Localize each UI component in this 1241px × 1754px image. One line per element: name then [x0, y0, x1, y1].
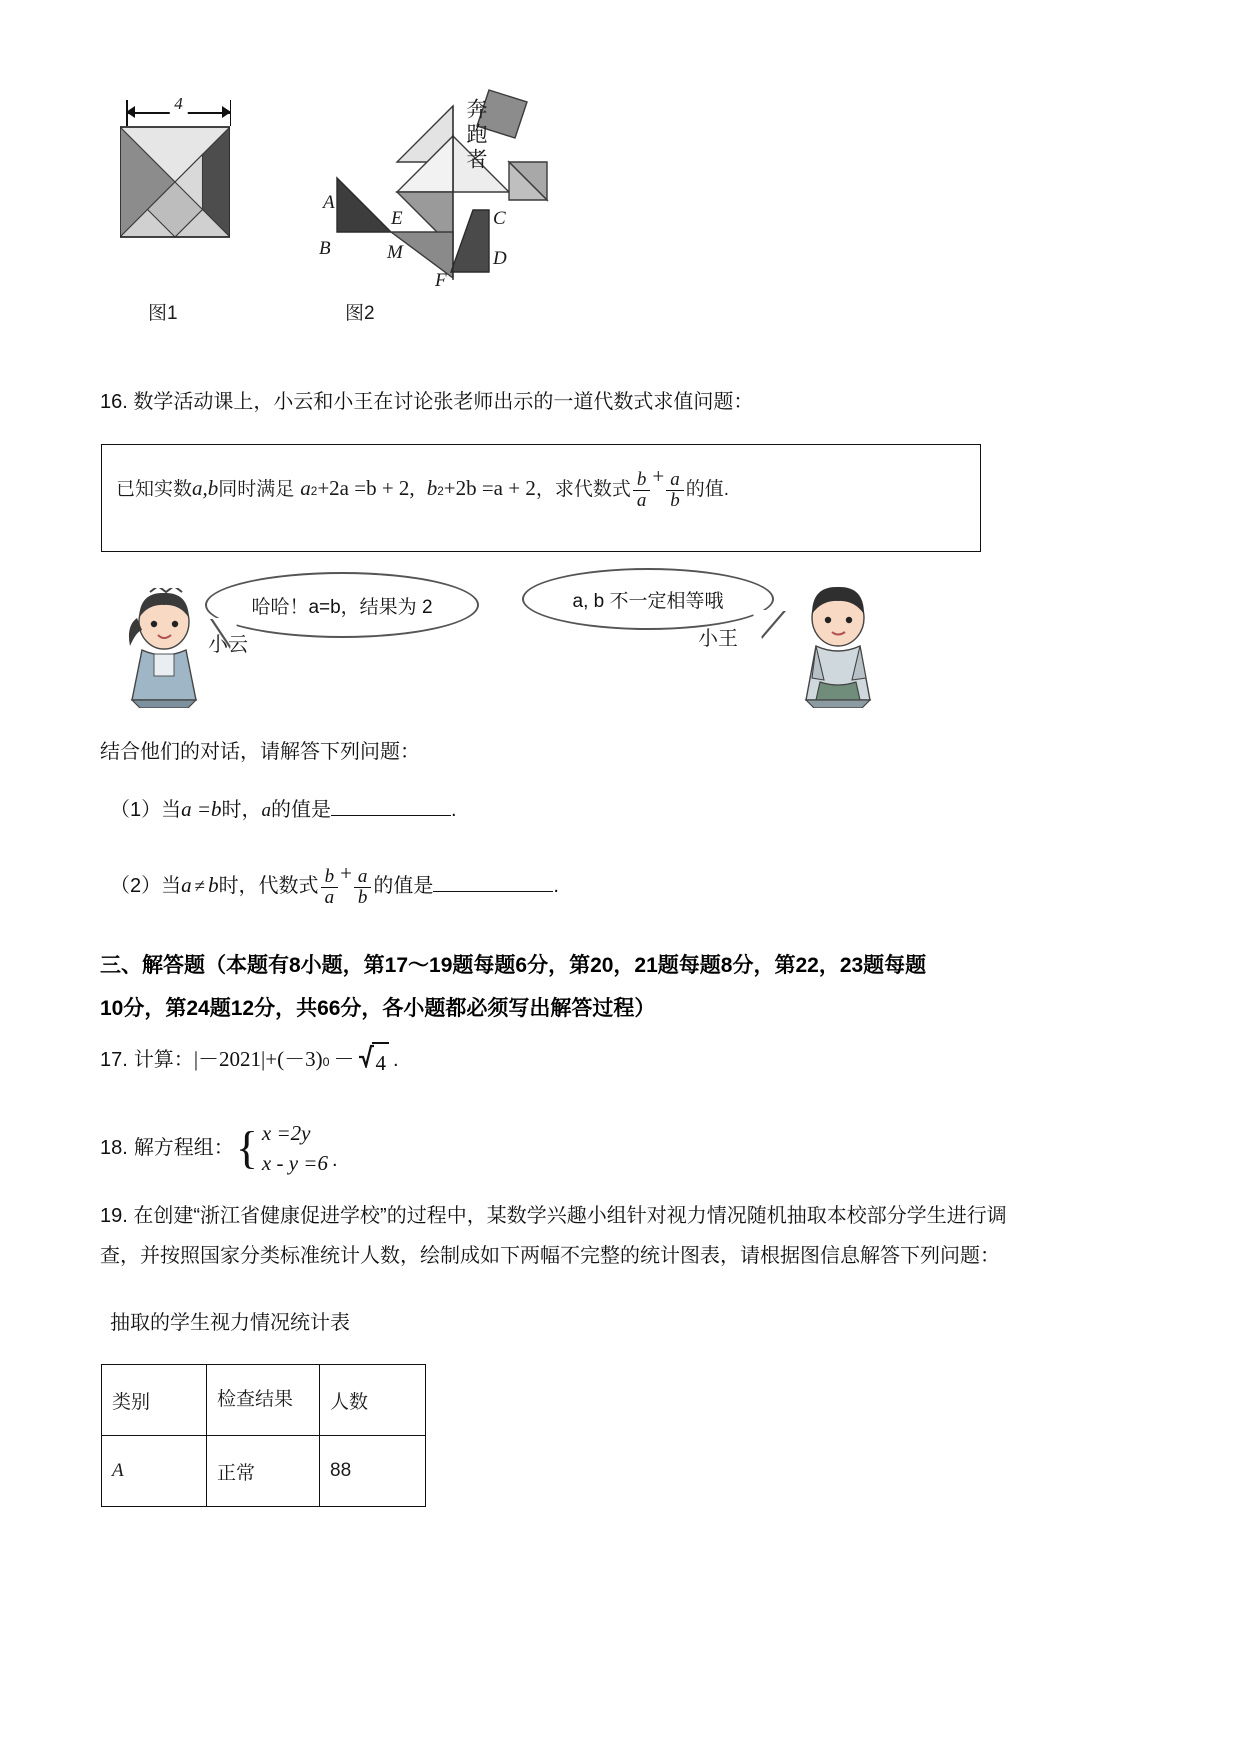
sub2-period: .: [553, 875, 559, 897]
equation-system: [236, 1118, 328, 1179]
table-title: 抽取的学生视力情况统计表: [110, 1312, 350, 1334]
fraction-denominator: a: [321, 887, 339, 909]
tangram-square-svg: [120, 126, 230, 238]
vision-statistics-table: [101, 1364, 426, 1507]
problem-box-content: [102, 464, 729, 522]
table-header-row: [102, 1365, 426, 1436]
square-root-icon: [358, 1042, 389, 1083]
fraction-plus-sign: +: [652, 464, 665, 489]
speech-bubble-right: [522, 568, 774, 630]
table-cell-count: 88: [320, 1436, 426, 1507]
box-eq2-rest: +2b =a + 2: [443, 475, 536, 500]
question-17-plus: +(－3): [265, 1047, 323, 1071]
fraction-denominator: b: [354, 887, 372, 909]
fraction-a-over-b: [354, 867, 372, 909]
sub2-prefix: （2）当: [110, 875, 182, 897]
fraction-b-over-a: [321, 867, 339, 909]
sub1-prefix: （1）当: [110, 799, 182, 821]
question-17-radicand: 4: [372, 1042, 389, 1083]
sub2-condition-b: b: [208, 873, 219, 897]
table-cell-result: 正常: [207, 1436, 320, 1507]
figure-1: [120, 94, 250, 243]
box-eq1-var: a: [300, 475, 311, 500]
runner-vertical-label: 奔跑者: [464, 98, 487, 173]
sub2-answer-blank[interactable]: [433, 871, 553, 892]
table-header-category: 类别: [102, 1365, 207, 1436]
figures-block: [100, 70, 1100, 330]
sub2-condition-a: a: [181, 873, 192, 897]
fraction-plus-sign: +: [340, 861, 352, 886]
brace-icon: {: [235, 1121, 258, 1173]
question-17-abs: |－2021|: [193, 1047, 266, 1071]
table-header-result: 检查结果: [207, 1365, 320, 1436]
dimension-label: 4: [169, 94, 188, 114]
dimension-line: [126, 94, 231, 126]
speech-tail-right: [752, 610, 784, 638]
box-eq1-exponent: 2: [310, 484, 318, 498]
question-17-label: 计算：: [133, 1049, 194, 1071]
fraction-numerator: a: [670, 468, 680, 490]
question-16-sub2: [110, 861, 559, 919]
point-label-M: M: [387, 242, 403, 263]
sub1-postfix: 的值是: [271, 799, 332, 821]
point-label-C: C: [493, 208, 506, 229]
fraction-denominator: a: [633, 490, 651, 512]
table-row: [102, 1436, 426, 1507]
section-heading-line-1: 三、解答题（本题有8小题，第17～19题每题6分，第20，21题每题8分，第22，23题每题: [100, 954, 927, 977]
question-16-number: 16.: [100, 391, 128, 413]
point-label-F: F: [435, 270, 447, 291]
character-girl-xiaoyun: [120, 588, 212, 708]
question-17-period: .: [392, 1049, 399, 1071]
fraction-denominator: b: [666, 490, 684, 512]
arrow-left-icon: [126, 106, 135, 118]
box-comma: ，: [535, 478, 555, 500]
question-19-text-1: 在创建“浙江省健康促进学校”的过程中，某数学兴趣小组针对视力情况随机抽取本校部分学生进行调: [133, 1205, 1007, 1227]
question-18-number: 18.: [100, 1136, 128, 1159]
point-label-E: E: [391, 208, 403, 229]
box-text-4: 的值.: [685, 478, 729, 500]
point-label-B: B: [319, 238, 331, 259]
point-label-D: D: [493, 248, 507, 269]
sub1-period: .: [451, 799, 457, 821]
fraction-numerator: b: [636, 468, 647, 490]
tangram-runner-svg: [275, 80, 575, 295]
character-name-right: 小王: [698, 628, 738, 650]
sub1-middle: 时，: [221, 799, 262, 821]
fraction-a-over-b: [666, 470, 684, 512]
box-eq2-var: b: [426, 475, 438, 500]
fraction-b-over-a: [633, 470, 651, 512]
question-19-number: 19.: [100, 1205, 128, 1227]
box-text-3: 求代数式: [554, 478, 631, 500]
question-16-problem-box: [101, 444, 981, 552]
table-cell-category: A: [102, 1436, 207, 1507]
sub1-variable: a: [261, 800, 272, 821]
sub2-postfix: 的值是: [373, 875, 434, 897]
question-16-stem: [100, 384, 1100, 421]
question-19-line-2: 查，并按照国家分类标准统计人数，绘制成如下两幅不完整的统计图表，请根据图信息解答下列问题：: [100, 1245, 1000, 1267]
question-17-minus: －: [333, 1047, 355, 1071]
box-text-2: 同时满足: [218, 478, 295, 500]
figure-1-caption: 图1: [148, 303, 178, 324]
question-17-number: 17.: [100, 1049, 128, 1071]
question-18-period: .: [331, 1148, 338, 1171]
speech-bubble-left-text: 哈哈！a=b，结果为 2: [251, 596, 433, 618]
box-vars: a,b: [192, 475, 219, 500]
box-text-1: 已知实数: [116, 478, 193, 500]
section-heading-line-2: 10分，第24题12分，共66分，各小题都必须写出解答过程）: [100, 997, 656, 1021]
table-header-count: 人数: [320, 1365, 426, 1436]
figure-2-caption: 图2: [345, 303, 375, 324]
question-18-equation-2: x - y =6: [261, 1151, 328, 1176]
question-19-line-1: [100, 1196, 1110, 1236]
character-boy-xiaowang: [790, 582, 886, 708]
speech-bubble-right-text: a, b 不一定相等哦: [572, 590, 724, 612]
box-eq1-rest: +2a =b + 2,: [317, 475, 415, 500]
fraction-numerator: b: [324, 865, 335, 887]
question-18-equation-1: x =2y: [261, 1121, 311, 1145]
sub2-not-equal-icon: ≠: [194, 876, 206, 897]
character-name-left: 小云: [208, 634, 248, 656]
arrow-right-icon: [222, 106, 231, 118]
box-eq2-exponent: 2: [437, 484, 444, 498]
section-3-heading: [100, 944, 1110, 1030]
question-17-exponent: 0: [322, 1055, 330, 1069]
question-16-prompt: 结合他们的对话，请解答下列问题：: [100, 741, 420, 763]
question-18: [100, 1118, 338, 1179]
sub1-condition: a =b: [181, 797, 222, 821]
sub2-middle: 时，代数式: [218, 875, 319, 897]
figure-2: [275, 80, 595, 295]
question-16-text: 数学活动课上，小云和小王在讨论张老师出示的一道代数式求值问题：: [133, 391, 754, 413]
question-18-label: 解方程组：: [133, 1136, 234, 1159]
point-label-A: A: [323, 192, 335, 213]
question-17: [100, 1040, 399, 1083]
fraction-numerator: a: [357, 865, 368, 887]
question-16-sub1: [110, 790, 457, 829]
question-19: [100, 1196, 1110, 1276]
sub1-answer-blank[interactable]: [331, 795, 451, 816]
